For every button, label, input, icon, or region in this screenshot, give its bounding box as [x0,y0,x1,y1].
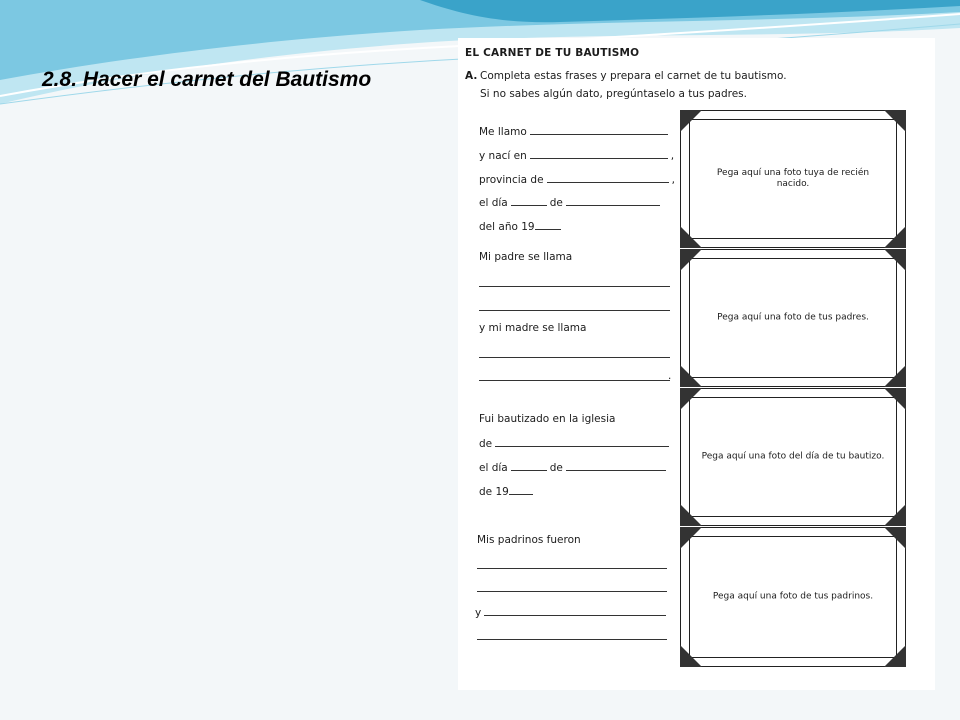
worksheet-heading: EL CARNET DE TU BAUTISMO [465,47,640,59]
godparent-line-1[interactable] [477,568,667,569]
father-line-2[interactable] [479,310,670,311]
birthplace-blank[interactable] [530,147,668,159]
photo-corner [884,645,906,667]
photo-caption-godparents: Pega aquí una foto de tus padrinos. [712,591,874,602]
baptism-day-label: el día [479,462,508,474]
godparent-line-3[interactable] [484,604,666,616]
godparents-row [477,533,581,547]
baptism-month-blank[interactable] [566,459,666,471]
birthday-label: el día [479,197,508,209]
baptism-year-row [479,483,536,497]
photo-frame-godparents[interactable] [680,527,906,667]
godparent-y-label: y [475,607,482,619]
photo-corner [884,504,906,526]
church-de-label: de [479,438,493,450]
birthdate-row [479,194,663,208]
photo-corner [884,527,906,549]
birthplace-comma: , [670,150,675,162]
photo-corner [680,504,702,526]
baptism-year-blank[interactable] [509,483,533,495]
province-blank[interactable] [547,171,669,183]
photo-caption-newborn: Pega aquí una foto tuya de recién nacido. [716,168,870,189]
photo-corner [680,527,702,549]
birthyear-row [479,218,564,232]
baptism-month-label: de [549,462,563,474]
baptism-date-row [479,459,669,473]
birthyear-label: del año 19 [479,221,535,233]
name-label: Me llamo [479,126,527,138]
baptism-year-label: de 19 [479,486,509,498]
photo-corner [680,388,702,410]
photo-caption-parents: Pega aquí una foto de tus padres. [717,312,869,323]
father-row [479,250,572,264]
father-label: Mi padre se llama [479,251,573,263]
birthmonth-blank[interactable] [566,194,660,206]
birthplace-label: y nací en [479,150,527,162]
instruction-line-1: Completa estas frases y prepara el carnet de tu bautismo. [480,70,787,82]
baptism-day-blank[interactable] [511,459,547,471]
photo-frame-baptism[interactable] [680,388,906,526]
church-label: Fui bautizado en la iglesia [479,413,616,425]
province-label: provincia de [479,174,544,186]
godparents-label: Mis padrinos fueron [477,534,581,546]
photo-corner [680,645,702,667]
birthmonth-label: de [549,197,563,209]
photo-corner [884,249,906,271]
photo-corner [680,110,702,132]
mother-row [479,321,586,335]
worksheet-instructions [465,67,787,103]
instruction-line-2: Si no sabes algún dato, pregúntaselo a tus padres. [480,88,747,100]
mother-label: y mi madre se llama [479,322,587,334]
worksheet-page [458,38,935,690]
slide-title: 2.8. Hacer el carnet del Bautismo [42,68,372,91]
mother-period: . [668,370,672,382]
name-blank[interactable] [530,123,668,135]
godparent-y-row [475,604,669,618]
mother-line-1[interactable] [479,357,670,358]
mother-line-2[interactable] [479,380,670,381]
church-name-row [479,435,672,449]
photo-corner [884,388,906,410]
godparent-line-4[interactable] [477,639,667,640]
name-row [479,123,671,137]
photo-corner [680,249,702,271]
photo-corner [884,226,906,248]
province-comma: , [671,174,675,186]
province-row [479,171,675,185]
photo-corner [884,365,906,387]
photo-corner [680,226,702,248]
photo-corner [680,365,702,387]
church-name-blank[interactable] [495,435,669,447]
photo-caption-baptism: Pega aquí una foto del día de tu bautizo. [701,451,885,462]
father-line-1[interactable] [479,286,670,287]
birthyear-blank[interactable] [535,218,561,230]
birthplace-row [479,147,674,161]
photo-corner [884,110,906,132]
birthday-blank[interactable] [511,194,547,206]
instruction-letter: A. [465,70,478,82]
church-row [479,412,615,426]
photo-frame-newborn[interactable] [680,110,906,248]
godparent-line-2[interactable] [477,591,667,592]
photo-frame-parents[interactable] [680,249,906,387]
